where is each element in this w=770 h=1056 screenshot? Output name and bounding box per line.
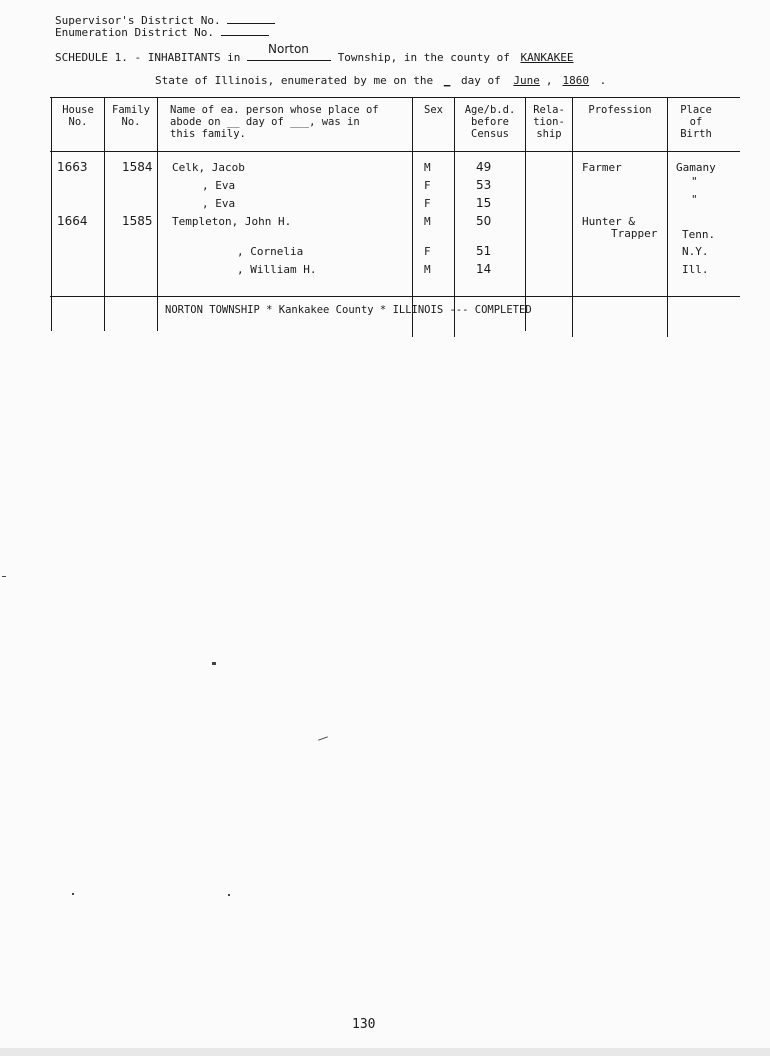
county-name: KANKAKEE	[520, 51, 574, 64]
township-blank	[247, 50, 331, 61]
header-sex	[413, 104, 454, 116]
row-cornelia-sex: F	[424, 245, 431, 258]
completed-note: NORTON TOWNSHIP * Kankakee County * ILLINOIS --- COMPLETED	[165, 304, 532, 316]
scan-speck	[212, 662, 216, 665]
row-cornelia-age: 51	[476, 244, 492, 258]
header-rel-line2: tion-	[533, 116, 565, 128]
scan-speck	[72, 893, 74, 895]
day-blank: _	[443, 74, 451, 87]
row-cornelia-name: , Cornelia	[237, 245, 304, 258]
row-1664-profession: Hunter &	[582, 215, 635, 228]
header-house	[52, 104, 104, 128]
schedule-line	[55, 50, 587, 64]
scan-speck	[318, 736, 328, 740]
header-name	[170, 104, 410, 140]
period: .	[599, 74, 607, 87]
row-1663-age: 49	[476, 160, 492, 174]
row-1663-profession: Farmer	[582, 161, 622, 174]
month: June	[513, 74, 540, 87]
day-of-label: day of	[461, 74, 501, 87]
schedule-prefix: SCHEDULE 1. - INHABITANTS in	[55, 51, 241, 64]
header-rel-line3: ship	[536, 128, 562, 140]
header-family-line2: No.	[121, 116, 141, 128]
row-1664-age: 50	[476, 214, 492, 228]
row-eva-1-sex: F	[424, 179, 431, 192]
col-divider-1	[104, 97, 105, 331]
row-1663-birth: Gamany	[676, 161, 716, 174]
table-header-rule	[50, 151, 740, 152]
header-name-line1: Name of ea. person whose place of	[170, 104, 379, 116]
row-1664-sex: M	[424, 215, 431, 228]
header-profession-label: Profession	[588, 104, 652, 116]
township-handwritten: Norton	[268, 42, 309, 56]
header-family-line1: Family	[112, 104, 150, 116]
col-divider-2	[157, 97, 158, 331]
row-eva-2-age: 15	[476, 196, 492, 210]
header-birth-line1: Place	[680, 104, 712, 116]
row-eva-2-birth: "	[691, 193, 698, 206]
scan-speck	[228, 894, 230, 896]
row-1663-house: 1663	[57, 160, 88, 174]
header-rel-line1: Rela-	[533, 104, 565, 116]
header-house-line2: No.	[68, 116, 88, 128]
header-sex-label: Sex	[424, 104, 443, 116]
row-1663-sex: M	[424, 161, 431, 174]
row-1664-house: 1664	[57, 214, 88, 228]
header-age	[455, 104, 525, 140]
table-bottom-rule	[50, 296, 740, 297]
row-william-name: , William H.	[237, 263, 317, 276]
col-divider-0	[51, 97, 52, 331]
row-eva-2-sex: F	[424, 197, 431, 210]
header-name-line2: abode on __ day of ___, was in	[170, 116, 360, 128]
col-divider-6	[572, 97, 573, 337]
header-birth-line3: Birth	[680, 128, 712, 140]
supervisor-district-label: Supervisor's District No.	[55, 14, 221, 27]
header-family	[105, 104, 157, 128]
header-age-line1: Age/b.d.	[464, 104, 516, 116]
scan-speck	[2, 576, 6, 577]
comma: ,	[545, 74, 553, 87]
header-relationship	[526, 104, 572, 140]
row-1664-name: Templeton, John H.	[172, 215, 292, 228]
row-1664-birth: Tenn.	[682, 228, 716, 241]
col-divider-3	[412, 97, 413, 337]
row-eva-1-age: 53	[476, 178, 492, 192]
row-1663-family: 1584	[122, 160, 153, 174]
header-age-line3: Census	[471, 128, 509, 140]
row-william-birth: Ill.	[682, 263, 709, 276]
schedule-mid: Township, in the county of	[337, 51, 510, 64]
supervisor-district-blank	[227, 13, 275, 24]
table-top-rule	[50, 97, 740, 98]
scan-edge	[0, 1048, 770, 1056]
row-eva-1-name: , Eva	[202, 179, 236, 192]
row-william-age: 14	[476, 262, 492, 276]
state-line	[155, 74, 606, 87]
year: 1860	[562, 74, 590, 87]
header-profession	[573, 104, 667, 116]
header-age-line2: before	[471, 116, 509, 128]
header-birthplace	[668, 104, 724, 140]
header-birth-line2: of	[689, 116, 703, 128]
state-prefix: State of Illinois, enumerated by me on the	[155, 74, 434, 87]
row-cornelia-birth: N.Y.	[682, 245, 709, 258]
enumeration-district-line	[55, 25, 269, 39]
page-number: 130	[352, 1017, 376, 1032]
row-eva-2-name: , Eva	[202, 197, 236, 210]
row-1664-family: 1585	[122, 214, 153, 228]
row-william-sex: M	[424, 263, 431, 276]
row-eva-1-birth: "	[691, 175, 698, 188]
row-1664-profession-cont: Trapper	[611, 227, 658, 240]
row-1663-name: Celk, Jacob	[172, 161, 245, 174]
enumeration-district-blank	[221, 25, 269, 36]
header-name-line3: this family.	[170, 128, 246, 140]
header-house-line1: House	[62, 104, 94, 116]
enumeration-district-label: Enumeration District No.	[55, 26, 214, 39]
